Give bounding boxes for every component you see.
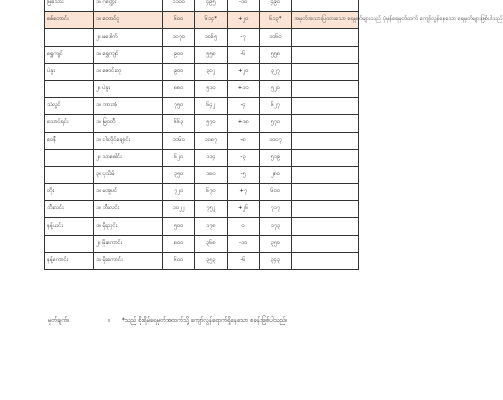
remark-cell [292, 149, 359, 166]
station-cell: ၁။ ဂဏ္ဍေး [94, 0, 163, 12]
footnote-separator: ။ [107, 317, 110, 324]
station-cell: ၂။ မဒေါက် [94, 29, 163, 46]
forecast-level-cell: ၅၂၀ [259, 80, 291, 97]
change-cell: +၂၆ [227, 201, 259, 218]
table-row [45, 0, 359, 12]
danger-level-cell: ၅၀၀ [163, 218, 195, 235]
region-cell [45, 29, 94, 46]
remark-cell [292, 166, 359, 183]
danger-level-cell: ၈၀၀ [163, 235, 195, 252]
danger-level-cell: ၉၀၀ [163, 63, 195, 80]
remark-cell [292, 218, 359, 235]
station-cell: ၁။ ရွှေကျင် [94, 46, 163, 63]
table-row [45, 166, 359, 183]
region-cell: တိုး [45, 184, 94, 201]
change-cell: -၅ [227, 166, 259, 183]
remark-cell [292, 29, 359, 46]
today-level-cell: ၁၀၈၇ [195, 132, 227, 149]
region-cell: သံလွင် [45, 98, 94, 115]
forecast-level-cell: ၃၅၀ [259, 235, 291, 252]
danger-level-cell: ၃၅၀ [163, 166, 195, 183]
region-cell: ဝေနီ [45, 132, 94, 149]
change-cell: +၂၀ [227, 63, 259, 80]
today-level-cell: ၁၇၈ [195, 218, 227, 235]
region-cell [45, 149, 94, 166]
danger-level-cell: ၁၀၆၀ [163, 132, 195, 149]
change-cell: -၆ [227, 46, 259, 63]
station-cell: ၂။ ပဲခူး [94, 80, 163, 97]
forecast-level-cell: ၁၀၆၀ [259, 29, 291, 46]
danger-level-cell: ၉၀၀ [163, 46, 195, 63]
today-level-cell: ၅၁၀ [195, 80, 227, 97]
region-cell: ဘီးလင်း [45, 201, 94, 218]
today-level-cell: ၆၇၀ [195, 184, 227, 201]
forecast-level-cell: ၅၁၉ [259, 149, 291, 166]
today-level-cell: ၅၅၈ [195, 46, 227, 63]
remark-cell [292, 132, 359, 149]
forecast-level-cell: ၁၀၀၇ [259, 132, 291, 149]
remark-cell: အမှတ်အသားပြထားသော ရေမှတ်များသည် ပုံမှန်ရေမှတ်ထက် ကျော်လွန်နေသော ရေမှတ်များဖြစ်ပါသည် [292, 12, 359, 29]
table-row [45, 235, 359, 252]
change-cell: -၁၀ [227, 0, 259, 12]
change-cell: -၈ [227, 132, 259, 149]
table-row [45, 80, 359, 97]
region-cell: နန့်ကောင်း [45, 252, 94, 269]
table-row [45, 184, 359, 201]
remark-cell [292, 235, 359, 252]
station-cell: ၁။ မြဝတီ [94, 115, 163, 132]
today-level-cell: ၁၈၀ [195, 166, 227, 183]
change-cell: ၀ [227, 218, 259, 235]
forecast-level-cell: ၇၁၇ [259, 201, 291, 218]
table-row [45, 29, 359, 46]
today-level-cell: ၆၄၂ [195, 98, 227, 115]
remark-cell [292, 252, 359, 269]
table-row [45, 46, 359, 63]
change-cell: -၇ [227, 29, 259, 46]
table-row [45, 149, 359, 166]
station-cell: ၁။ မိုးညှင်း [94, 218, 163, 235]
station-cell: ၁။ တောင်ငူ [94, 12, 163, 29]
table-row [45, 201, 359, 218]
today-level-cell: ၄၉၅ [195, 0, 227, 12]
danger-level-cell: ၁၀၇၀ [163, 29, 195, 46]
change-cell: +၁၀ [227, 80, 259, 97]
danger-level-cell: ၆၀၀ [163, 252, 195, 269]
change-cell: +၁၈ [227, 115, 259, 132]
remark-cell [292, 80, 359, 97]
river-water-level-table [44, 0, 503, 270]
danger-level-cell: ၁၁၀၀ [163, 0, 195, 12]
region-cell: စစ်တောင်း [45, 12, 94, 29]
station-cell: ၁။ ဘီးလင်း [94, 201, 163, 218]
region-cell: ပဲခူး [45, 63, 94, 80]
change-cell: -၆ [227, 252, 259, 269]
forecast-level-cell: ၆၂၇ [259, 98, 291, 115]
remark-cell [292, 0, 359, 12]
danger-level-cell: ၈၈၀ [163, 80, 195, 97]
today-level-cell: ၆၁၄* [195, 12, 227, 29]
forecast-level-cell: ၃၄၃ [259, 252, 291, 269]
danger-level-cell: ၇၅၀ [163, 98, 195, 115]
today-level-cell: ၃၅၃ [195, 252, 227, 269]
forecast-level-cell: ၁၇၃ [259, 218, 291, 235]
change-cell: +၂၀ [227, 12, 259, 29]
remark-cell [292, 98, 359, 115]
station-cell: ၁။ ဘားအံ [94, 98, 163, 115]
forecast-level-cell: ၃၂၇ [259, 63, 291, 80]
region-cell [45, 166, 94, 183]
forecast-level-cell: ၆၀၀ [259, 184, 291, 201]
station-cell: ၂။ သာဓေါင်း [94, 149, 163, 166]
forecast-level-cell: ၅၅၈ [259, 46, 291, 63]
today-level-cell: ၅၇၀ [195, 115, 227, 132]
footnote [48, 316, 287, 325]
table-row [45, 132, 359, 149]
region-cell: နန့်ယင်း [45, 218, 94, 235]
today-level-cell: ၁၁၄ [195, 149, 227, 166]
change-cell: -၃ [227, 149, 259, 166]
forecast-level-cell: ၆၁၃* [259, 12, 291, 29]
station-cell: ၁။ မိုးကောင်း [94, 252, 163, 269]
station-cell: ၁။ ငါးလိုင်ချောင်း [94, 132, 163, 149]
danger-level-cell: ၇၂၀ [163, 184, 195, 201]
table-row [45, 252, 359, 269]
danger-level-cell: ၆၂၀ [163, 149, 195, 166]
remark-cell [292, 184, 359, 201]
danger-level-cell: ၆၀၀ [163, 12, 195, 29]
footnote-label: မှတ်ချက်။ [48, 317, 70, 324]
remark-cell [292, 201, 359, 218]
change-cell: +၇ [227, 184, 259, 201]
footnote-text: *သည် စိုးရိမ်ရေမှတ်အထက်သို့ ကျော်လွန်ရောက်ရှိနေသော စခန်းဖြစ်ပါသည်။ [121, 317, 288, 324]
region-cell: သောင်ရင်း [45, 115, 94, 132]
change-cell: -၄ [227, 98, 259, 115]
remark-cell [292, 63, 359, 80]
region-cell [45, 80, 94, 97]
region-cell [45, 235, 94, 252]
forecast-level-cell: ၅၇၀ [259, 115, 291, 132]
today-level-cell: ၁၀၆၅ [195, 29, 227, 46]
table-row [45, 63, 359, 80]
today-level-cell: ၃၀၂ [195, 63, 227, 80]
station-cell: ၃။ ပုသိမ် [94, 166, 163, 183]
table-row [45, 98, 359, 115]
change-cell: -၁၀ [227, 235, 259, 252]
remark-cell [292, 46, 359, 63]
station-cell: ၁။ မအူပင် [94, 184, 163, 201]
today-level-cell: ၃၆၈ [195, 235, 227, 252]
table-row [45, 218, 359, 235]
station-cell: ၂။ မိုးကောင်း [94, 235, 163, 252]
table-row [45, 115, 359, 132]
forecast-level-cell: ၂၈၀ [259, 166, 291, 183]
danger-level-cell: ၆၆၃ [163, 115, 195, 132]
table-row [45, 12, 359, 29]
remark-cell [292, 115, 359, 132]
today-level-cell: ၇၅၂ [195, 201, 227, 218]
region-cell: ရွှေကျင် [45, 46, 94, 63]
region-cell: မြစ်သား [45, 0, 94, 12]
station-cell: ၁။ ဇောင်းတု [94, 63, 163, 80]
forecast-level-cell: ၄၉၀ [259, 0, 291, 12]
danger-level-cell: ၁၀၂၂ [163, 201, 195, 218]
